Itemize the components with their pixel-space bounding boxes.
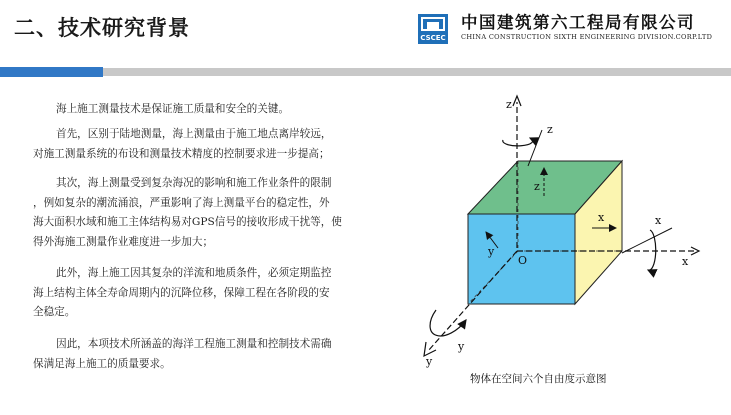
- axis-label-y: y: [458, 340, 465, 353]
- company-name-cn: 中国建筑第六工程局有限公司: [461, 13, 695, 32]
- axis-label-y-inner: y: [488, 245, 495, 258]
- paragraph-line: 首先，区别于陆地测量，海上测量由于施工地点离岸较远，: [56, 128, 332, 140]
- axis-label-z: z: [506, 98, 512, 111]
- cscec-logo-icon: [418, 14, 448, 44]
- paragraph-line: 此外，海上施工因其复杂的洋流和地质条件，必须定期监控: [56, 267, 332, 279]
- paragraph-line: 海上施工测量技术是保证施工质量和安全的关键。: [56, 103, 290, 115]
- paragraph-3: [33, 174, 385, 252]
- x-tilted-axis: [622, 228, 672, 253]
- paragraph-line: 因此，本项技术所涵盖的海洋工程施工测量和控制技术需确: [56, 338, 332, 350]
- origin-label: O: [518, 254, 528, 267]
- paragraph-line: 海大面积水域和施工主体结构易对GPS信号的接收形成干扰等，使: [33, 216, 342, 228]
- paragraph-line: 保满足海上施工的质量要求。: [33, 357, 171, 370]
- paragraph-line: 全稳定。: [33, 306, 76, 318]
- axis-label-y-lower: y: [426, 355, 433, 368]
- x-rotation-arrow: [648, 230, 656, 270]
- z-rotation-arrow: [503, 138, 533, 146]
- axis-label-z-tilted: z: [547, 123, 553, 136]
- figure-caption: 物体在空间六个自由度示意图: [470, 373, 607, 385]
- header-accent-bar: [0, 67, 103, 77]
- paragraph-4: [33, 264, 385, 323]
- page-title: 二、技术研究背景: [14, 16, 190, 40]
- paragraph-1: [33, 100, 385, 120]
- paragraph-2: [33, 125, 385, 164]
- axis-label-z-inner: z: [534, 180, 540, 193]
- logo-text: CSCEC: [420, 34, 446, 42]
- axis-label-x-tilted: x: [655, 214, 662, 227]
- company-name-en: CHINA CONSTRUCTION SIXTH ENGINEERING DIVISION.CORP.LTD: [461, 33, 713, 41]
- axis-label-x: x: [682, 255, 689, 268]
- header-divider-bar: [103, 68, 731, 76]
- z-axis-arrowhead: [513, 96, 521, 106]
- six-dof-diagram: [410, 88, 731, 378]
- company-logo: [418, 14, 448, 44]
- paragraph-line: 海上结构主体全寿命周期内的沉降位移，保障工程在各阶段的安: [33, 286, 330, 299]
- paragraph-line: 得外海施工测量作业难度进一步加大；: [33, 235, 214, 248]
- paragraph-line: 其次，海上测量受到复杂海况的影响和施工作业条件的限制: [56, 177, 332, 189]
- paragraph-line: ，例如复杂的潮流涌浪，严重影响了海上测量平台的稳定性，外: [33, 196, 330, 209]
- paragraph-line: 对施工测量系统的布设和测量技术精度的控制要求进一步提高；: [33, 147, 330, 160]
- paragraph-5: [33, 335, 385, 374]
- axis-label-x-inner: x: [598, 211, 605, 224]
